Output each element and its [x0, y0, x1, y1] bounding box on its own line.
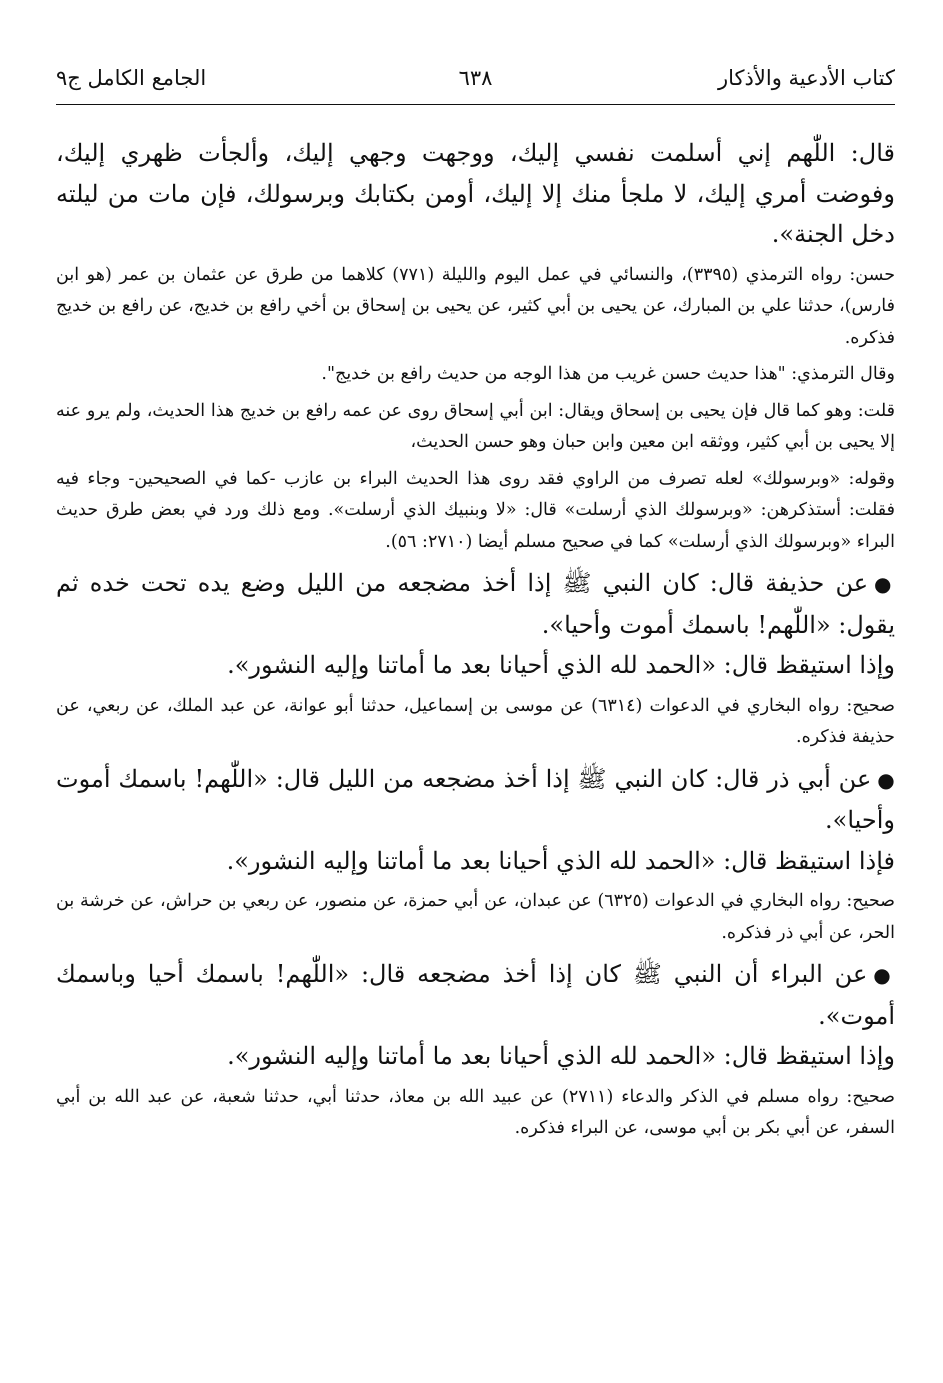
page-body — [56, 133, 895, 1145]
commentary: صحيح: رواه البخاري في الدعوات (٦٣١٤) عن موسى بن إسماعيل، حدثنا أبو عوانة، عن عبد الملك، عن ربعي، عن حذيفة فذكره. — [56, 695, 895, 747]
running-header — [56, 60, 895, 105]
commentary: صحيح: رواه البخاري في الدعوات (٦٣٢٥) عن عبدان، عن أبي حمزة، عن منصور، عن ربعي بن حراش، عن خرشة بن الحر، عن أبي ذر فذكره. — [56, 891, 895, 943]
hadith-text: قال: اللّٰهم إني أسلمت نفسي إليك، ووجهت وجهي إليك، وألجأت ظهري إليك، وفوضت أمري إليك، لا ملجأ منك إلا إليك، أومن بكتابك وبرسولك، فإن مات من ليلته دخل الجنة». — [56, 139, 895, 248]
page-number: ٦٣٨ — [458, 66, 493, 90]
bullet-icon: ● — [874, 572, 896, 596]
commentary: صحيح: رواه مسلم في الذكر والدعاء (٢٧١١) عن عبيد الله بن معاذ، حدثنا أبي، حدثنا شعبة، عن عبد الله بن أبي السفر، عن أبي بكر بن أبي موسى، عن البراء فذكره. — [56, 1086, 895, 1138]
commentary: وقوله: «وبرسولك» لعله تصرف من الراوي فقد روى هذا الحديث البراء بن عازب -كما في الصحيحين- وجاء فيه فقلت: أستذكرهن: «وبرسولك الذي أرسلت» قال: «لا وبنبيك الذي أرسلت». ومع ذلك ورد في بعض طرق حديث البراء «وبرسولك الذي أرسلت» كما في صحيح مسلم أيضا (٢٧١٠: ٥٦). — [56, 468, 895, 552]
book-title: كتاب الأدعية والأذكار — [718, 66, 895, 90]
hadith-text: ●عن أبي ذر قال: كان النبي ﷺ إذا أخذ مضجعه من الليل قال: «اللّٰهم! باسمك أموت وأحيا». — [56, 764, 895, 834]
hadith-text: وإذا استيقظ قال: «الحمد لله الذي أحيانا بعد ما أماتنا وإليه النشور». — [227, 1042, 895, 1070]
bullet-icon: ● — [873, 963, 896, 987]
hadith-text: ●عن حذيفة قال: كان النبي ﷺ إذا أخذ مضجعه من الليل وضع يده تحت خده ثم يقول: «اللّٰهم! باسمك أموت وأحيا». — [56, 569, 896, 639]
bullet-icon: ● — [877, 767, 895, 792]
commentary: وقال الترمذي: "هذا حديث حسن غريب من هذا الوجه من حديث رافع بن خديج". — [321, 364, 895, 384]
hadith-text: وإذا استيقظ قال: «الحمد لله الذي أحيانا بعد ما أماتنا وإليه النشور». — [227, 651, 895, 679]
hadith-text: ●عن البراء أن النبي ﷺ كان إذا أخذ مضجعه قال: «اللّٰهم! باسمك أحيا وباسمك أموت». — [56, 960, 896, 1030]
series-title: الجامع الكامل ج٩ — [56, 66, 207, 90]
commentary: حسن: رواه الترمذي (٣٣٩٥)، والنسائي في عمل اليوم والليلة (٧٧١) كلاهما من طرق عن عثمان بن عمر (هو ابن فارس)، حدثنا علي بن المبارك، عن يحيى بن أبي كثير، عن يحيى بن إسحاق بن أخي رافع بن خديج، عن رافع بن خديج فذكره. — [56, 264, 896, 348]
hadith-text: فإذا استيقظ قال: «الحمد لله الذي أحيانا بعد ما أماتنا وإليه النشور». — [226, 846, 895, 875]
commentary: قلت: وهو كما قال فإن يحيى بن إسحاق ويقال: ابن أبي إسحاق روى عن عمه رافع بن خديج هذا الحديث، ولم يرو عنه إلا يحيى بن أبي كثير، ووثقه ابن معين وابن حبان وهو حسن الحديث، — [56, 400, 895, 452]
